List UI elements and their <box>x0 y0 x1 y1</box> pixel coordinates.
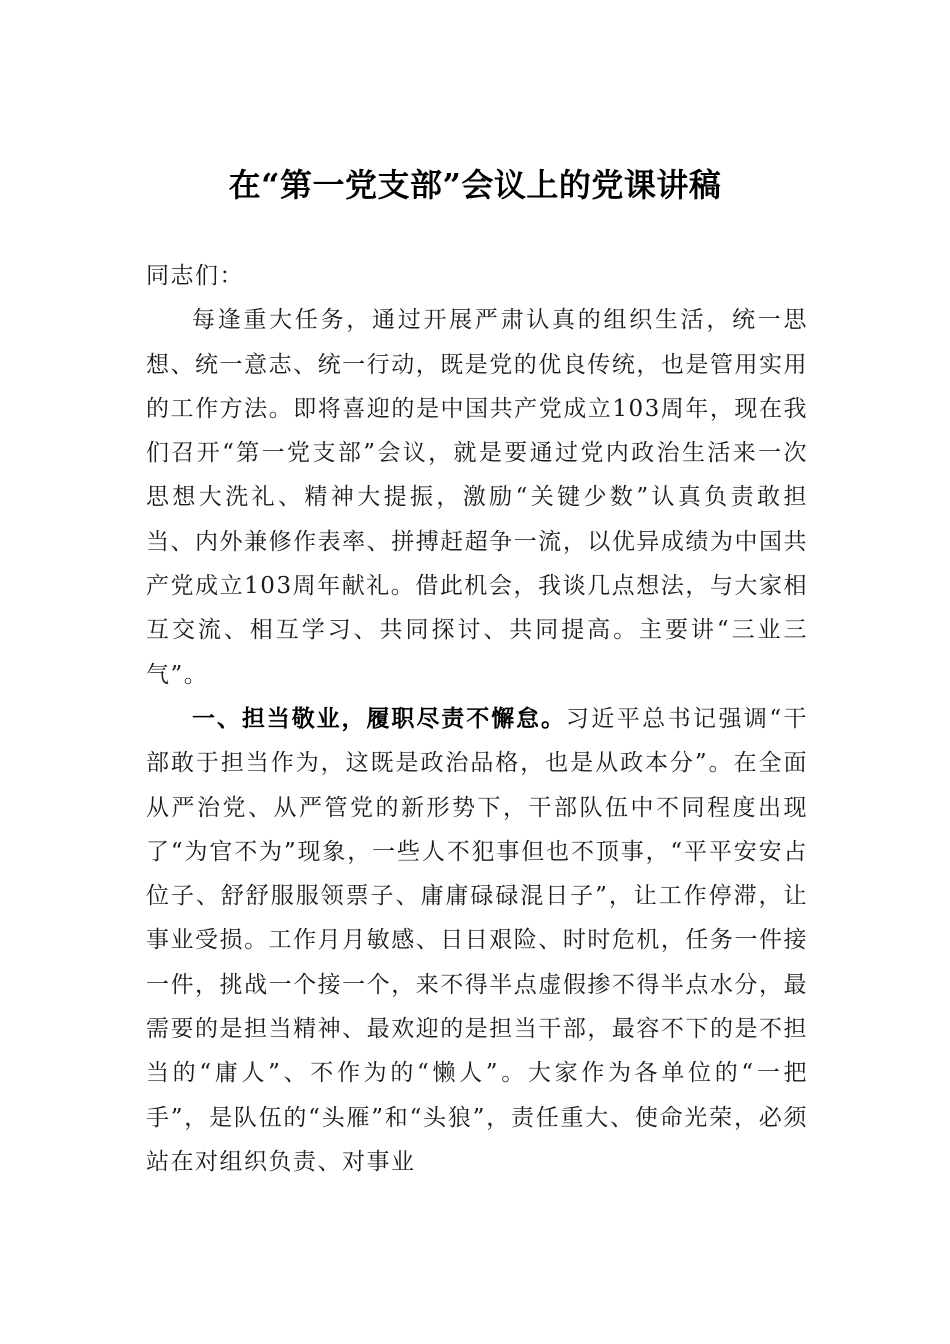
section-heading-1: 一、担当敬业，履职尽责不懈怠。 <box>192 705 566 732</box>
paragraph-section-1-text: 习近平总书记强调“干部敢于担当作为，这既是政治品格，也是从政本分”。在全面从严治党、从严管党的新形势下，干部队伍中不同程度出现了“为官不为”现象，一些人不犯事但也不顶事，“平平安安占位子、舒舒服服领票子、庸庸碌碌混日子”，让工作停滞，让事业受损。工作月月敏感、日日艰险、时时危机，任务一件接一件，挑战一个接一个，来不得半点虚假掺不得半点水分，最需要的是担当精神、最欢迎的是担当干部，最容不下的是不担当的“庸人”、不作为的“懒人”。大家作为各单位的“一把手”，是队伍的“头雁”和“头狼”，责任重大、使命光荣，必须站在对组织负责、对事业 <box>146 705 809 1175</box>
document-title: 在“第一党支部”会议上的党课讲稿 <box>228 166 722 204</box>
paragraph-section-1 <box>146 697 808 1184</box>
document-body <box>146 254 808 1184</box>
salutation: 同志们： <box>146 263 244 289</box>
paragraph-intro <box>146 298 808 697</box>
paragraph-intro-text: 每逢重大任务，通过开展严肃认真的组织生活，统一思想、统一意志、统一行动，既是党的优良传统，也是管用实用的工作方法。即将喜迎的是中国共产党成立103周年，现在我们召开“第一党支部”会议，就是要通过党内政治生活来一次思想大洗礼、精神大提振，激励“关键少数”认真负责敢担当、内外兼修作表率、拼搏赶超争一流，以优异成绩为中国共产党成立103周年献礼。借此机会，我谈几点想法，与大家相互交流、相互学习、共同探讨、共同提高。主要讲“三业三气”。 <box>146 307 808 688</box>
